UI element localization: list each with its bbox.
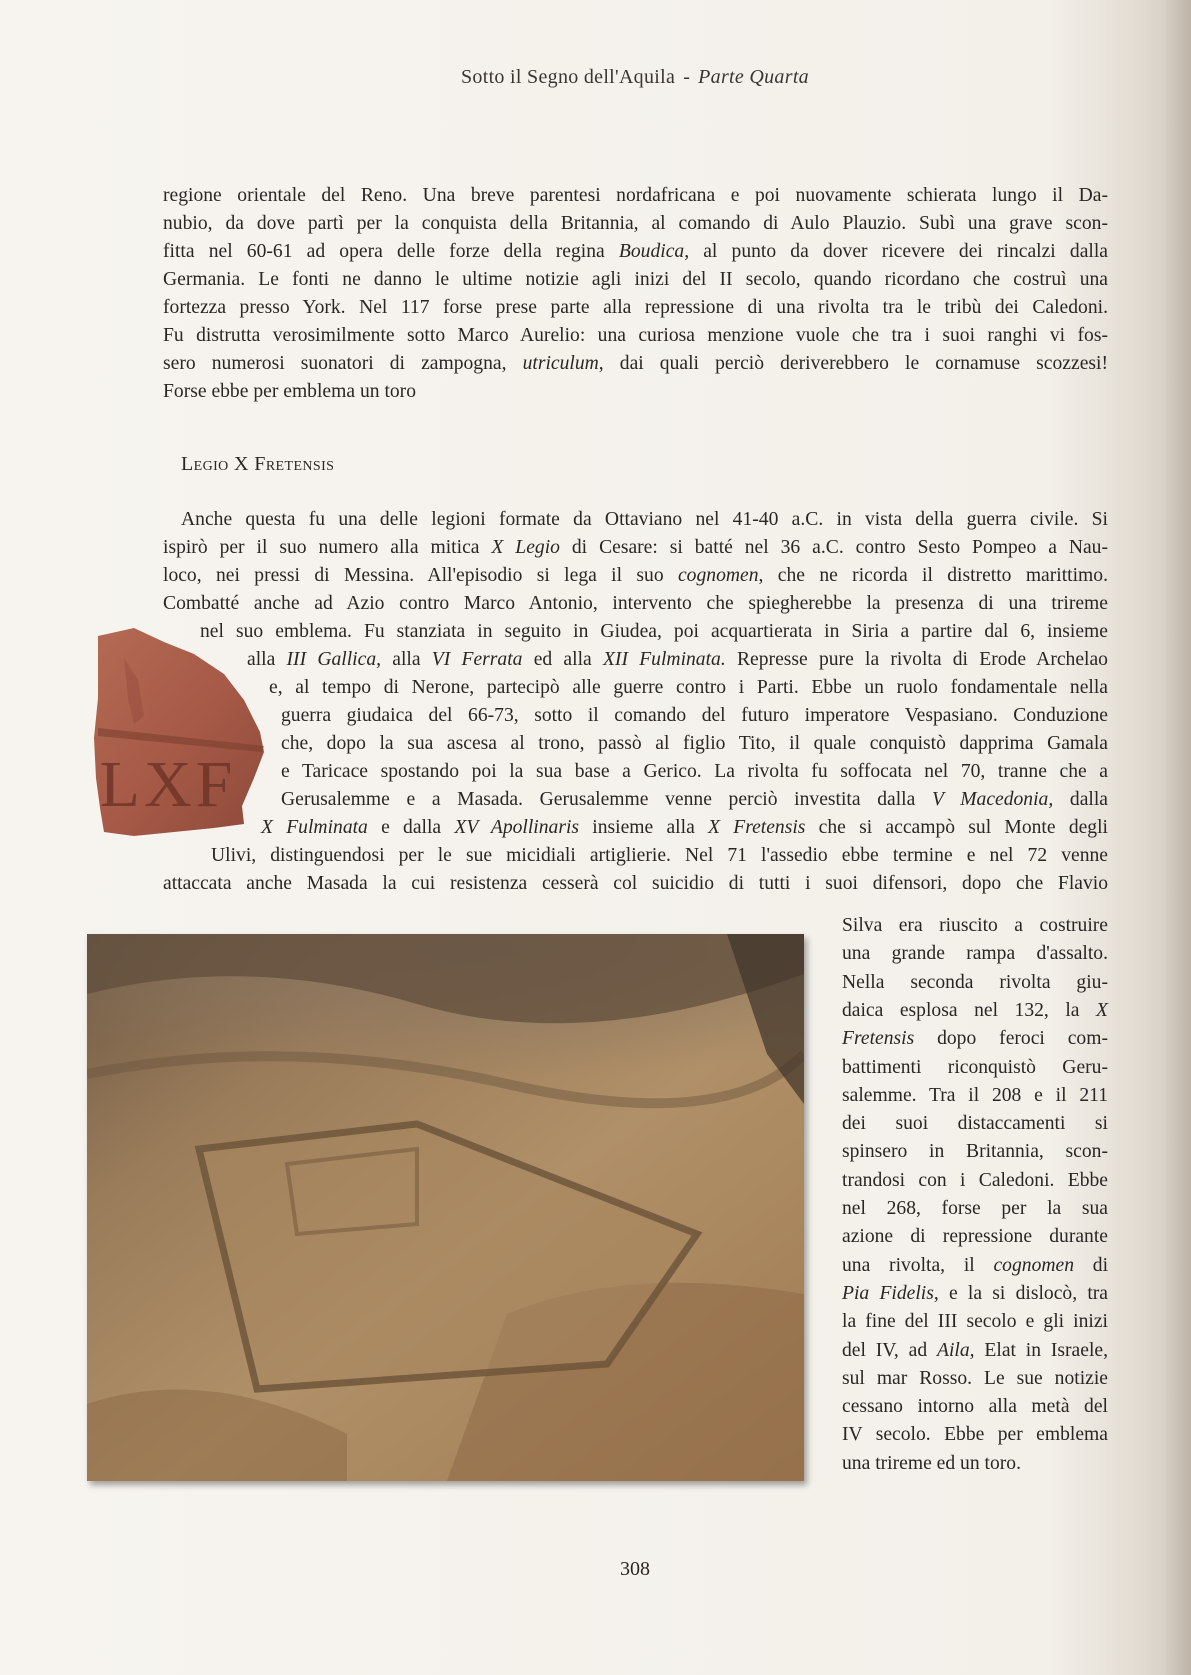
paragraph1-line <box>163 210 1108 238</box>
column-line <box>842 1138 1108 1166</box>
text-run: Elat in Israele, <box>974 1339 1108 1361</box>
column-line <box>842 1195 1108 1223</box>
text-run: e dalla <box>367 817 455 838</box>
text-run: la fine del III secolo e gli inizi <box>842 1311 1108 1333</box>
paragraph2-line <box>163 562 1108 590</box>
column-line <box>842 997 1108 1025</box>
column-line <box>842 1054 1108 1082</box>
italic-term: V Macedonia, <box>931 789 1054 810</box>
text-run: dalla <box>1053 789 1108 810</box>
text-run: , e la si dislocò, tra <box>933 1282 1109 1304</box>
italic-term: X <box>1096 999 1108 1021</box>
text-run: , che ne ricorda il distretto marittimo. <box>758 565 1108 586</box>
text-run: e, al tempo di Nerone, partecipò alle guerre contro i Parti. Ebbe un ruolo fondamentale nella <box>269 677 1108 698</box>
text-run: Represse pure la rivolta di Erode Archelao <box>725 649 1108 670</box>
text-run: sul mar Rosso. Le sue notizie <box>842 1367 1108 1389</box>
text-run: attaccata anche Masada la cui resistenza cesserà col suicidio di tutti i suoi difensori, dopo che Flavio <box>163 873 1108 894</box>
paragraph2-line <box>281 758 1108 786</box>
italic-term: X Fretensis <box>708 817 806 838</box>
text-run: nubio, da dove partì per la conquista della Britannia, al comando di Aulo Plauzio. Subì una grave scon- <box>163 213 1108 234</box>
text-run: che, dopo la sua ascesa al trono, passò al figlio Tito, il quale conquistò dapprima Gamala <box>281 733 1108 754</box>
column-line <box>842 1365 1108 1393</box>
italic-term: cognomen <box>993 1254 1075 1276</box>
section-heading <box>181 453 334 476</box>
paragraph2-line <box>281 702 1108 730</box>
text-run: Forse ebbe per emblema un toro <box>163 381 417 402</box>
paragraph2-line <box>269 674 1108 702</box>
column-line <box>842 912 1108 940</box>
paragraph1-line <box>163 294 1108 322</box>
paragraph1-line <box>163 350 1108 378</box>
text-run: di Cesare: si batté nel 36 a.C. contro Sesto Pompeo a Nau- <box>559 537 1109 558</box>
column-line <box>842 1110 1108 1138</box>
text-run: ispirò per il suo numero alla mitica <box>163 537 492 558</box>
heading-legio: Legio X <box>181 453 255 475</box>
tile-fragment-image <box>94 628 266 836</box>
text-run: fitta nel 60-61 ad opera delle forze della regina <box>163 241 619 262</box>
text-run: del IV, ad <box>842 1339 937 1361</box>
text-run: Fu distrutta verosimilmente sotto Marco Aurelio: una curiosa menzione vuole che tra i suoi ranghi vi fos- <box>163 325 1108 346</box>
column-line <box>842 1308 1108 1336</box>
text-run: regione orientale del Reno. Una breve parentesi nordafricana e poi nuovamente schierata lungo il Da- <box>163 185 1108 206</box>
paragraph2-line <box>163 590 1108 618</box>
text-run: una rivolta, il <box>842 1254 994 1276</box>
text-run: alla <box>381 649 432 670</box>
text-run: spinsero in Britannia, scon- <box>842 1141 1108 1163</box>
italic-term: utriculum <box>522 353 599 374</box>
column-line <box>842 1082 1108 1110</box>
text-run: salemme. Tra il 208 e il 211 <box>842 1084 1108 1106</box>
italic-term: III Gallica, <box>286 649 382 670</box>
text-run: nel 268, forse per la sua <box>842 1198 1108 1219</box>
paragraph2-line <box>281 730 1108 758</box>
text-run: una trireme ed un toro. <box>842 1452 1022 1474</box>
paragraph1-line <box>163 378 1108 406</box>
italic-term: Boudica <box>618 241 685 262</box>
text-run: IV secolo. Ebbe per emblema <box>842 1424 1108 1446</box>
paragraph2-line <box>211 842 1108 870</box>
text-run: , al punto da dover ricevere dei rincalzi dalla <box>684 241 1108 262</box>
paragraph2-line <box>281 786 1108 814</box>
paragraph1-line <box>163 238 1108 266</box>
text-run: Combatté anche ad Azio contro Marco Antonio, intervento che spiegherebbe la presenza di una trireme <box>163 593 1108 614</box>
italic-term: Pia Fidelis <box>842 1282 934 1304</box>
text-run: fortezza presso York. Nel 117 forse prese parte alla repressione di una rivolta tra le tribù dei Caledoni. <box>163 297 1108 318</box>
italic-term: X Fulminata <box>261 817 368 838</box>
column-line <box>842 1025 1108 1053</box>
paragraph1-line <box>163 322 1108 350</box>
text-run: sero numerosi suonatori di zampogna, <box>163 353 523 374</box>
running-head-separator: - <box>683 66 691 88</box>
page-edge-shadow <box>1163 0 1191 1675</box>
text-run: guerra giudaica del 66-73, sotto il comando del futuro imperatore Vespasiano. Conduzione <box>281 705 1108 726</box>
fragment-inscription: LXF <box>99 748 237 821</box>
text-run: Silva era riuscito a costruire <box>842 915 1108 936</box>
running-head-title: Sotto il Segno dell'Aquila <box>461 66 676 88</box>
paragraph1-line <box>163 182 1108 210</box>
text-run: una grande rampa d'assalto. <box>842 943 1108 965</box>
text-run: insieme alla <box>579 817 709 838</box>
paragraph2-line <box>261 814 1108 842</box>
paragraph1-line <box>163 266 1108 294</box>
text-run: Gerusalemme e a Masada. Gerusalemme venne perciò investita dalla <box>281 789 932 810</box>
text-run: cessano intorno alla metà del <box>842 1396 1108 1418</box>
text-run: dei suoi distaccamenti si <box>842 1113 1108 1135</box>
text-run: Ulivi, distinguendosi per le sue micidiali artiglierie. Nel 71 l'assedio ebbe termine e nel 72 venne <box>211 845 1108 866</box>
text-run: Germania. Le fonti ne danno le ultime notizie agli inizi del II secolo, quando ricordano che costruì una <box>163 269 1108 290</box>
text-run: alla <box>247 649 287 670</box>
text-run: , dai quali perciò deriverebbero le cornamuse scozzesi! <box>598 353 1108 374</box>
heading-fretensis: Fretensis <box>254 453 335 475</box>
paragraph2-line <box>163 534 1108 562</box>
text-run: di <box>1074 1254 1109 1276</box>
text-run: azione di repressione durante <box>842 1226 1108 1248</box>
paragraph2-line <box>181 506 1108 534</box>
paragraph2-line <box>247 646 1108 674</box>
italic-term: cognomen <box>677 565 759 586</box>
text-run: trandosi con i Caledoni. Ebbe <box>842 1169 1108 1191</box>
text-run: Anche questa fu una delle legioni formate da Ottaviano nel 41-40 a.C. in vista della guerra civile. Si <box>181 509 1108 530</box>
text-run: nel suo emblema. Fu stanziata in seguito in Giudea, poi acquartierata in Siria a partire dal 6, insieme <box>200 621 1108 642</box>
text-run: e Taricace spostando poi la sua base a Gerico. La rivolta fu soffocata nel 70, tranne che a <box>281 761 1108 782</box>
page-number: 308 <box>620 1558 650 1580</box>
column-line <box>842 1393 1108 1421</box>
column-line <box>842 1223 1108 1251</box>
italic-term: VI Ferrata <box>431 649 523 670</box>
text-run: battimenti riconquistò Geru- <box>842 1056 1108 1078</box>
column-line <box>842 940 1108 968</box>
text-run: dopo feroci com- <box>914 1028 1108 1050</box>
column-line <box>842 969 1108 997</box>
italic-term: X Legio <box>491 537 560 558</box>
column-line <box>842 1252 1108 1280</box>
column-line <box>842 1167 1108 1195</box>
italic-term: Fretensis <box>842 1028 915 1050</box>
column-line <box>842 1450 1108 1478</box>
column-line <box>842 1280 1108 1308</box>
text-run: Nella seconda rivolta giu- <box>842 971 1108 993</box>
paragraph2-line <box>200 618 1108 646</box>
text-run: che si accampò sul Monte degli <box>805 817 1108 838</box>
italic-term: XV Apollinaris <box>454 817 580 838</box>
text-run: ed alla <box>522 649 603 670</box>
paragraph2-line <box>163 870 1108 898</box>
column-line <box>842 1337 1108 1365</box>
text-run: daica esplosa nel 132, la <box>842 999 1097 1021</box>
running-head <box>0 66 1191 89</box>
column-line <box>842 1421 1108 1449</box>
running-head-part: Parte Quarta <box>698 66 809 88</box>
aerial-camp-photo <box>87 934 804 1481</box>
italic-term: XII Fulminata. <box>602 649 726 670</box>
text-run: loco, nei pressi di Messina. All'episodio si lega il suo <box>163 565 678 586</box>
italic-term: Aila, <box>937 1339 975 1361</box>
